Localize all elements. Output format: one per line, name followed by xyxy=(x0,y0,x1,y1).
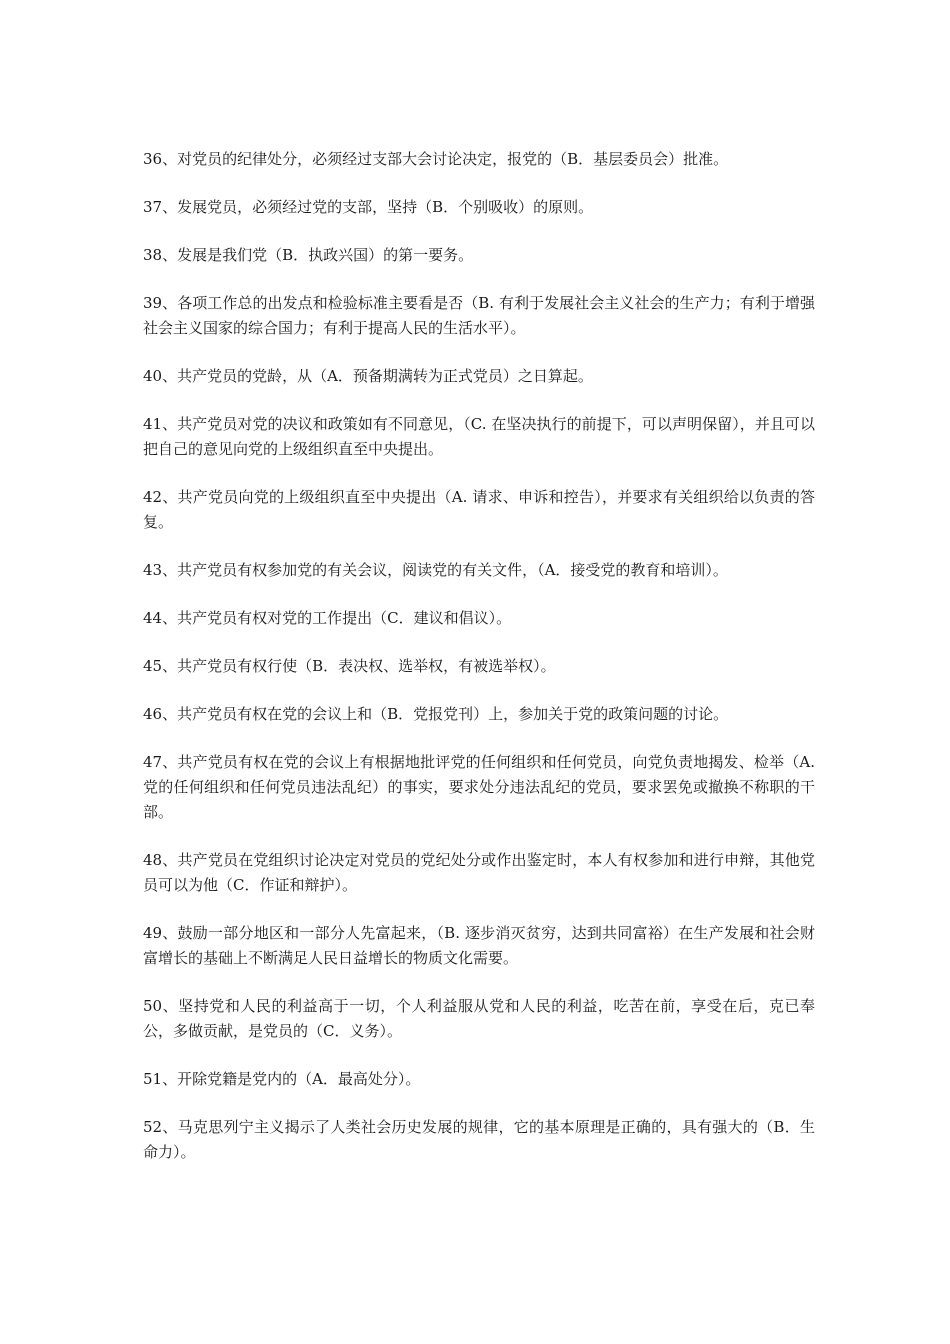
question-52: 52、马克思列宁主义揭示了人类社会历史发展的规律，它的基本原理是正确的，具有强大的（B．生命力）。 xyxy=(143,1118,815,1161)
question-37: 37、发展党员，必须经过党的支部，坚持（B．个别吸收）的原则。 xyxy=(143,198,594,216)
question-39: 39、各项工作总的出发点和检验标准主要看是否（B. 有利于发展社会主义社会的生产力；有利于增强社会主义国家的综合国力；有利于提高人民的生活水平）。 xyxy=(143,294,815,337)
question-36: 36、对党员的纪律处分，必须经过支部大会讨论决定，报党的（B．基层委员会）批准。 xyxy=(143,150,729,168)
question-40: 40、共产党员的党龄，从（A．预备期满转为正式党员）之日算起。 xyxy=(143,367,593,385)
question-51: 51、开除党籍是党内的（A．最高处分）。 xyxy=(143,1070,421,1088)
question-38: 38、发展是我们党（B．执政兴国）的第一要务。 xyxy=(143,246,474,264)
question-48: 48、共产党员在党组织讨论决定对党员的党纪处分或作出鉴定时，本人有权参加和进行申辩，其他党员可以为他（C．作证和辩护）。 xyxy=(143,851,815,894)
question-41: 41、共产党员对党的决议和政策如有不同意见，（C. 在坚决执行的前提下，可以声明保留），并且可以把自己的意见向党的上级组织直至中央提出。 xyxy=(143,415,815,458)
question-46: 46、共产党员有权在党的会议上和（B．党报党刊）上，参加关于党的政策问题的讨论。 xyxy=(143,705,729,723)
question-47: 47、共产党员有权在党的会议上有根据地批评党的任何组织和任何党员，向党负责地揭发、检举（A. 党的任何组织和任何党员违法乱纪）的事实，要求处分违法乱纪的党员，要求罢免或撤换不称职的干部。 xyxy=(143,753,815,821)
document-body xyxy=(143,147,815,1188)
question-50: 50、坚持党和人民的利益高于一切，个人利益服从党和人民的利益，吃苦在前，享受在后，克已奉公，多做贡献，是党员的（C．义务）。 xyxy=(143,997,815,1040)
question-43: 43、共产党员有权参加党的有关会议，阅读党的有关文件，（A．接受党的教育和培训）。 xyxy=(143,561,728,579)
question-42: 42、共产党员向党的上级组织直至中央提出（A. 请求、申诉和控告），并要求有关组织给以负责的答复。 xyxy=(143,488,815,531)
question-44: 44、共产党员有权对党的工作提出（C．建议和倡议）。 xyxy=(143,609,512,627)
question-49: 49、鼓励一部分地区和一部分人先富起来，（B. 逐步消灭贫穷，达到共同富裕）在生产发展和社会财富增长的基础上不断满足人民日益增长的物质文化需要。 xyxy=(143,924,815,967)
question-45: 45、共产党员有权行使（B．表决权、选举权，有被选举权）。 xyxy=(143,657,556,675)
